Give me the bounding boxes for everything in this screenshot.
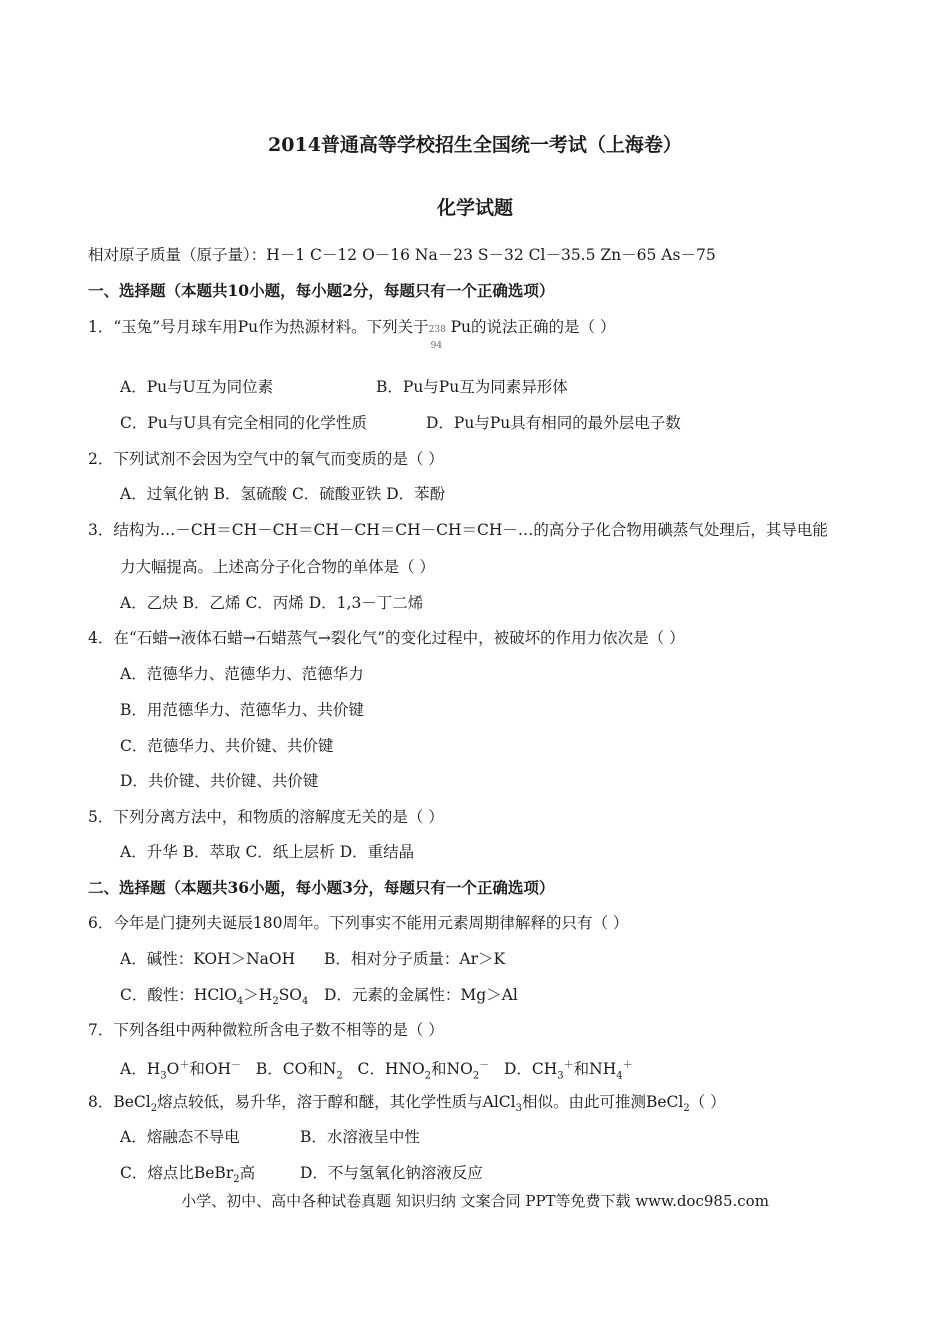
- q7a-2: O: [166, 1060, 180, 1079]
- q6c-text-3: SO: [278, 986, 303, 1004]
- q4-option-b: B．用范德华力、范德华力、共价键: [120, 701, 364, 719]
- q7d-sup-2: ＋: [622, 1060, 633, 1071]
- q8c-text-2: 高: [239, 1164, 256, 1182]
- q1-option-c: C．Pu与U具有完全相同的化学性质: [120, 414, 367, 432]
- q8-text-4: （ ）: [689, 1093, 726, 1111]
- q7-options: [120, 1056, 633, 1086]
- q7d-sup-1: ＋: [563, 1060, 574, 1071]
- q2-options: A．过氧化钠 B．氢硫酸 C．硫酸亚铁 D．苯酚: [120, 485, 446, 503]
- q7c-2: 和NO: [431, 1060, 473, 1079]
- footer-watermark: 小学、初中、高中各种试卷真题 知识归纳 文案合同 PPT等免费下载 www.doc985.com: [181, 1192, 769, 1210]
- q6c-sub-1: 4: [236, 996, 244, 1008]
- q8-sub-2: 3: [515, 1103, 522, 1115]
- q1-option-b: B．Pu与Pu互为同素异形体: [376, 378, 568, 396]
- question-2-stem: 2．下列试剂不会因为空气中的氧气而变质的是（ ）: [88, 450, 444, 468]
- q8c-text-1: C．熔点比BeBr: [120, 1164, 234, 1182]
- q6c-text-1: C．酸性：HClO: [120, 986, 237, 1004]
- q7a-1: A．H: [120, 1060, 161, 1079]
- q7d-sub-1: 3: [557, 1070, 564, 1082]
- q6c-text-2: ＞H: [243, 986, 273, 1004]
- q7d-2: 和NH: [573, 1060, 617, 1079]
- q7a-sub: 3: [160, 1070, 167, 1082]
- q4-option-c: C．范德华力、共价键、共价键: [120, 737, 334, 755]
- q8c-sub: 2: [233, 1174, 240, 1186]
- q7b-sub: 2: [336, 1070, 343, 1082]
- q8-sub-3: 2: [683, 1103, 690, 1115]
- question-1-stem: [88, 317, 616, 351]
- q6-option-a: A．碱性：KOH＞NaOH: [120, 950, 296, 968]
- q8-option-c: [120, 1163, 255, 1190]
- q7b-1: B．CO和N: [255, 1060, 337, 1079]
- q8-option-a: A．熔融态不导电: [120, 1128, 240, 1146]
- q7c-sup: －: [479, 1060, 490, 1071]
- section-heading-2: 二、选择题（本题共36小题，每小题3分，每题只有一个正确选项）: [88, 878, 555, 897]
- question-7-stem: 7．下列各组中两种微粒所含电子数不相等的是（ ）: [88, 1021, 444, 1039]
- q4-option-d: D．共价键、共价键、共价键: [120, 772, 319, 790]
- q7c-sub-2: 2: [472, 1070, 480, 1082]
- q6-option-d: D．元素的金属性：Mg＞Al: [324, 986, 518, 1004]
- nuclide-mass: 238: [428, 325, 446, 335]
- nuclide-number: 94: [430, 341, 443, 351]
- q8-text-3: 相似。由此可推测BeCl: [521, 1093, 684, 1111]
- q6-option-c: [120, 985, 308, 1012]
- q5-options: A．升华 B．萃取 C．纸上层析 D．重结晶: [120, 843, 415, 861]
- atomic-masses: 相对原子质量（原子量）：H－1 C－12 O－16 Na－23 S－32 Cl－35.5 Zn－65 As－75: [88, 246, 716, 264]
- question-3-stem-2: 力大幅提高。上述高分子化合物的单体是（ ）: [120, 558, 435, 576]
- q7d-1: D．CH: [503, 1060, 558, 1079]
- q1-option-d: D．Pu与Pu具有相同的最外层电子数: [426, 414, 681, 432]
- q7a-sup-1: ＋: [179, 1060, 190, 1071]
- q6c-sub-3: 4: [302, 996, 309, 1008]
- page-title: 2014普通高等学校招生全国统一考试（上海卷）: [268, 134, 682, 156]
- question-5-stem: 5．下列分离方法中，和物质的溶解度无关的是（ ）: [88, 808, 444, 826]
- q8-text-1: 8．BeCl: [88, 1093, 151, 1111]
- question-3-stem-1: 3．结构为…－CH＝CH－CH＝CH－CH＝CH－CH＝CH－…的高分子化合物用碘蒸气处理后，其导电能: [88, 521, 828, 539]
- q6-option-b: B．相对分子质量：Ar＞K: [324, 950, 506, 968]
- question-8-stem: [88, 1092, 726, 1119]
- q4-option-a: A．范德华力、范德华力、范德华力: [120, 665, 364, 683]
- section-heading-1: 一、选择题（本题共10小题，每小题2分，每题只有一个正确选项）: [88, 281, 555, 300]
- q3-options: A．乙炔 B．乙烯 C．丙烯 D．1,3－丁二烯: [120, 594, 424, 612]
- question-4-stem: 4．在“石蜡→液体石蜡→石蜡蒸气→裂化气”的变化过程中，被破坏的作用力依次是（ ）: [88, 629, 685, 647]
- q8-option-b: B．水溶液呈中性: [300, 1128, 420, 1146]
- q7c-1: C．HNO: [357, 1060, 425, 1079]
- q7a-3: 和OH: [189, 1060, 232, 1079]
- q1-nuc-sym: Pu: [450, 318, 472, 336]
- q8-option-d: D．不与氢氧化钠溶液反应: [300, 1164, 483, 1182]
- q7c-sub-1: 2: [424, 1070, 432, 1082]
- question-6-stem: 6．今年是门捷列夫诞辰180周年。下列事实不能用元素周期律解释的只有（ ）: [88, 914, 629, 932]
- q8-text-2: 熔点较低，易升华，溶于醇和醚，其化学性质与AlCl: [157, 1093, 516, 1111]
- q1-stem-a: 1．“玉兔”号月球车用Pu作为热源材料。下列关于: [88, 318, 429, 336]
- q1-option-a: A．Pu与U互为同位素: [120, 378, 274, 396]
- q8-sub-1: 2: [150, 1103, 158, 1115]
- q7a-sup-2: －: [231, 1060, 242, 1071]
- pu-nuclide: [428, 318, 451, 351]
- q1-stem-b: 的说法正确的是（ ）: [471, 318, 616, 336]
- q6c-sub-2: 2: [272, 996, 279, 1008]
- q7d-sub-2: 4: [616, 1070, 623, 1082]
- page-subtitle: 化学试题: [436, 197, 513, 219]
